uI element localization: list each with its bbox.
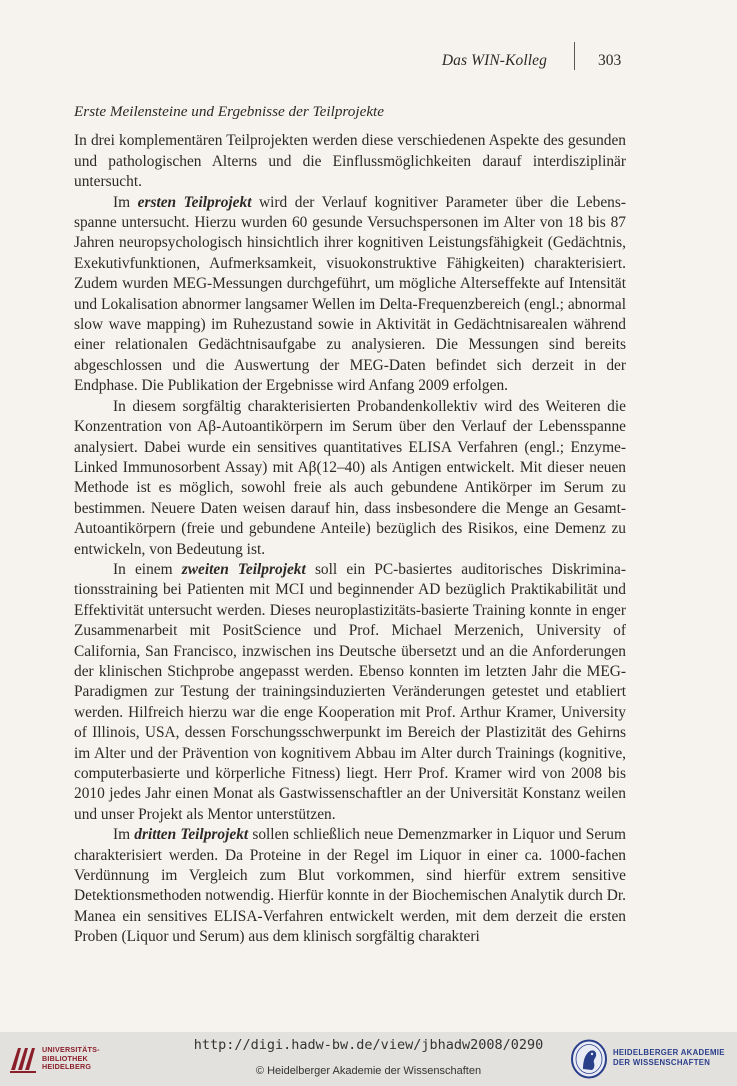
subproject-term: zweiten Teilprojekt [181,560,306,578]
paragraph-text: sollen schließlich neue Demenzmarker in Liquor und Serum charakterisiert werden. Da Proteine in der Regel im Liquor in einer ca. 1000-fachen Verdünnung im Vergleich zum Blut vorkommen, sind hierfür extrem sensitive Detektionsmethoden notwendig. Hierfür konnte in der Biochemischen Analytik durch Dr. Manea ein sensitives ELISA-Verfahren entwickelt werden, mit dem derzeit die ersten Proben (Liquor und Serum) aus dem klinisch sorgfältig charakteri [74,826,626,946]
running-title: Das WIN-Kolleg [441,52,547,69]
running-header [0,52,737,74]
paragraph-lead: Im [113,826,135,844]
paragraph-text: soll ein PC-basiertes auditorisches Diskriminationsstraining bei Patienten mit MCI und beginnender AD bezüglich Praktikabilität und Effektivität untersucht werden. Dieses neuroplastizitäts-basierte Training konnte in enger Zusammenarbeit mit PositScience und Prof. Michael Merzenich, University of California, San Francisco, inzwischen ins Deutsche übersetzt und an die Anforderungen der klinischen Stichprobe angepasst werden. Ebenso konnten im letzten Jahr die MEG-Paradigmen zur Testung der trainingsinduzierten Veränderungen getestet und etabliert werden. Hilfreich hierzu war die enge Kooperation mit Prof. Arthur Kramer, University of Illinois, USA, dessen Forschungsschwerpunkt im Bereich der Plastizität des Gehirns im Alter und der Prävention von kognitivem Abbau im Alter durch Trainings (kognitive, computerbasierte und körperliche Fitness) liegt. Herr Prof. Kramer wird von 2008 bis 2010 jedes Jahr einen Monat als Gastwissenschaftler an der Universität Konstanz weilen und unser Projekt als Mentor unterstützen. [74,560,627,823]
paragraph-intro: In drei komplementären Teilprojekten werden diese verschiedenen Aspekte des gesunden und pathologischen Alterns und die Einflussmöglichkeiten darauf interdisziplinär untersucht. [74,132,626,191]
paragraph-first-subproject [74,193,626,397]
paragraph-second-subproject [74,560,626,825]
subproject-term: dritten Teilprojekt [134,826,249,844]
paragraph-text: wird der Verlauf kognitiver Parameter über die Lebensspanne untersucht. Hierzu wurden 60 gesunde Versuchspersonen im Alter von 18 bis 87 Jahren neuropsychologisch hinsichtlich ihrer kognitiven Leistungsfähigkeit (Gedächtnis, Exekutivfunktionen, Aufmerksamkeit, visuokonstruktive Fähigkeiten) charakterisiert. Zudem wurden MEG-Messungen durchgeführt, um mögliche Alterseffekte auf Intensität und Lokalisation abnormer langsamer Wellen im Delta-Frequenzbereich (engl.; abnormal slow wave mapping) im Ruhezustand sowie in Aktivität in Gedächtnisarealen während einer relationalen Gedächtnisaufgabe zu analysieren. Die Messungen sind bereits abgeschlossen und die Auswertung der MEG-Daten befindet sich derzeit in der Endphase. Die Publikation der Ergebnisse wird Anfang 2009 erfolgen. [74,193,626,395]
library-name-line: UNIVERSITÄTS- [42,1045,100,1054]
copyright-notice: © Heidelberger Akademie der Wissenschaften [255,1065,482,1077]
digitization-footer [0,1032,737,1086]
paragraph-autoantibodies: In diesem sorgfältig charakterisierten Probandenkollektiv wird des Weiteren die Konzentration von Aβ-Autoantikörpern im Serum über den Verlauf der Lebensspanne analysiert. Dabei wurde ein sensitives quantitatives ELISA Verfahren (engl.; Enzyme-Linked Immunosorbent Assay) mit Aβ(12–40) als Antigen entwickelt. Mit dieser neuen Methode ist es möglich, sowohl freie als auch gebundene Antikörper im Serum zu bestimmen. Neuere Daten weisen darauf hin, dass insbesondere die Menge an Gesamt-Autoantikörpern (freie und gebundene Anteile) bezüglich des Risikos, eine Demenz zu entwickeln, von Bedeutung ist. [74,397,626,558]
paragraph-lead: In einem [113,560,182,578]
academy-name-line: DER WISSENSCHAFTEN [613,1058,711,1067]
page-body [74,102,626,948]
library-name-line: HEIDELBERG [42,1062,92,1072]
paragraph-lead: Im [113,193,138,211]
permalink-url[interactable]: http://digi.hadw-bw.de/view/jbhadw2008/0290 [193,1037,544,1053]
academy-seal-icon[interactable] [570,1039,608,1079]
library-name-line: BIBLIOTHEK [42,1053,88,1063]
header-divider [574,42,575,70]
paragraph-third-subproject [74,825,626,947]
subproject-term: ersten Teilprojekt [137,193,252,211]
section-heading: Erste Meilensteine und Ergebnisse der Teilprojekte [74,103,385,120]
academy-name [613,1048,725,1068]
academy-name-line: HEIDELBERGER AKADEMIE [613,1048,725,1057]
page-number: 303 [598,52,622,69]
